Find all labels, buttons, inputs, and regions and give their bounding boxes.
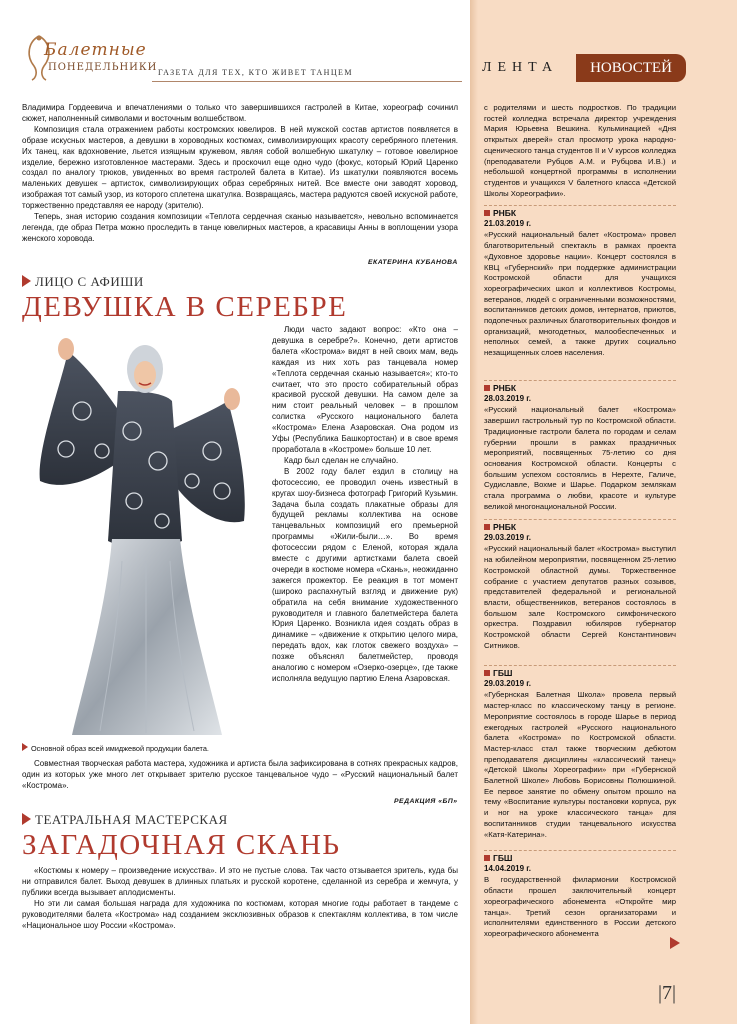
continue-arrow-icon: [670, 937, 680, 949]
headline-mysterious-filigree: ЗАГАДОЧНАЯ СКАНЬ: [22, 829, 341, 861]
news-text: «Русский национальный балет «Кострома» провел благотворительный спектакль в рамках проекта «Духовное здоровье нации». Концерт состоялся в КВЦ «Губернский» при поддержке администрации Костромской области для учащихся хореографических школ и коллективов Костромы, ветеранов, людей с ограниченными возможностями, воспитанников детских домов, интернатов, приютов, подопечных различных благотворительных фондов и организаций, многодетных, малообеспеченных и неполных семей, а также других социально незащищенных слоев населения.: [484, 230, 676, 358]
news-date: 29.03.2019 г.: [484, 532, 532, 542]
news-item: [484, 208, 676, 359]
news-header-novostey: НОВОСТЕЙ: [576, 54, 686, 82]
rubric-theatre-workshop-label: ТЕАТРАЛЬНАЯ МАСТЕРСКАЯ: [35, 812, 228, 827]
photo-caption-text: Основной образ всей имиджевой продукции балета.: [31, 744, 209, 753]
square-marker-icon: [484, 210, 490, 216]
news-separator: [484, 665, 676, 666]
headline-girl-in-silver: ДЕВУШКА В СЕРЕБРЕ: [22, 291, 348, 323]
news-header-lenta: ЛЕНТА: [482, 60, 559, 75]
article2-paragraph-1: «Костюмы к номеру – произведение искусства». И это не пустые слова. Так часто отзывается зритель, куда бы ни отправился балет. Выход девушек в длинных платьях и русской коротене, сделанной из серебра и жемчуга, у публики всегда вызывает аплодисменты.: [22, 866, 458, 897]
rubric-face-label: ЛИЦО С АФИШИ: [35, 274, 144, 289]
news-item: [484, 522, 676, 651]
intro-paragraph-3: Теперь, зная историю создания композиции «Теплота сердечная сканью называется», невольно вспоминается легенда, где образ Петра можно проследить в танце ювелирных мастеров, а красавицы Анны в воплощении узора женского хоровода.: [22, 212, 458, 243]
news-column-shadow: [470, 0, 478, 1024]
photo-caption: [22, 743, 209, 753]
square-marker-icon: [484, 385, 490, 391]
article1-paragraph-1: Люди часто задают вопрос: «Кто она – девушка в серебре?». Конечно, дети артистов балета «Кострома» видят в ней своих мам, ведь каждая из них хоть раз танцевала номер «Теплота сердечная сканью называется»; кто-то считает, что это просто собирательный образ красивой русской девушки. На самом деле за ним стоит реальный человек – в прошлом солистка «Русского национального балета «Кострома» Елена Азаровская. Она родом из Уфы (Республика Башкортостан) и в свое время проработала в «Костроме» больше 10 лет.: [272, 325, 458, 454]
triangle-marker-icon: [22, 813, 31, 825]
triangle-marker-icon: [22, 275, 31, 287]
news-intro: [484, 103, 676, 199]
square-marker-icon: [484, 670, 490, 676]
news-source: РНБК: [484, 208, 676, 219]
article2-paragraph-2: Но эти ли самая большая награда для художника по костюмам, которая многие годы работает в тандеме с руководителями балета «Кострома» над созданием эксклюзивных образов к спектаклям коллектива, в том числе «Национальное шоу России «Кострома».: [22, 898, 458, 930]
news-source: ГБШ: [484, 853, 676, 864]
signature-kubanova: ЕКАТЕРИНА КУБАНОВА: [368, 259, 458, 266]
caption-marker-icon: [22, 743, 28, 751]
news-text: «Русский национальный балет «Кострома» выступил на юбилейном мероприятии, посвященном 25-летию Костромской областной думы. Торжественное собрание с участием депутатов разных созывов, представителей федеральной и региональной власти, общественников, ветеранов состоялось в большом зале Костромского симфонического оркестра. Поздравил юбиляров губернатор Костромской области Сергей Константинович Ситников.: [484, 544, 676, 650]
news-source: РНБК: [484, 522, 676, 533]
news-separator: [484, 519, 676, 520]
rubric-face: [22, 274, 144, 290]
news-item: [484, 668, 676, 840]
dancer-photo: [22, 331, 270, 739]
article1-closing: [22, 759, 458, 792]
article2-text: [22, 866, 458, 931]
tagline: ГАЗЕТА ДЛЯ ТЕХ, КТО ЖИВЕТ ТАНЦЕМ: [158, 68, 353, 77]
article1-paragraph-4: Совместная творческая работа мастера, художника и артиста была зафиксирована в сотнях прекрасных кадров, один из которых уже много лет открывает зрителю русское танцевальное чудо – «Русский национальный балет «Кострома».: [22, 759, 458, 790]
news-text: «Губернская Балетная Школа» провела первый мастер-класс по классическому танцу в регионе. Мероприятие состоялось в городе Шарье в период ежегодных гастролей «Русского национального балета «Кострома» по Костромской области. Мастер-класс стал также творческим дебютом преподавателя дисциплины «классический танец» «Детской Школы Хореографии» при «Губернской Балетной Школе» Любовь Борисовны Полюшкиной. Ее первое занятие по обмену опытом прошло на тему «Воспитание культуры постановки корпуса, рук и ног на уроке классического танца» для воспитанников студии танцевального искусства «Катя-Катерина».: [484, 690, 676, 839]
page-header: [22, 28, 462, 92]
news-separator: [484, 850, 676, 851]
article1-paragraph-3: В 2002 году балет ездил в столицу на фотосессию, ее проводил очень известный в кругах шоу-бизнеса фотограф Григорий Кузьмин. Задача была создать плакатные образы для будущей рекламы коллектива на основе танцевальных композиций его премьерной программы «Жили-были…». Во время фотосессии рядом с Еленой, которая ждала вместе с другими артистками балета своей очереди в костюме номера «Скань», неожиданно зажегся прожектор. Ее реакция в тот момент (широко распахнутый взгляд и движение рук) обратила на себя внимание художественного руководителя и главного балетмейстера балета Юрия Царенко. Возникла идея создать образ в динамике – «движение к открытию целого мира, передать вдох, как глоток свежего воздуха» – позже объяснял балетмейстер, проводя аналогию с номером «Озерко-озерце», где также исполняла ведущую партию Елена Азаровская.: [272, 466, 458, 683]
news-date: 29.03.2019 г.: [484, 678, 532, 688]
header-rule: [152, 81, 462, 82]
news-date: 21.03.2019 г.: [484, 218, 532, 228]
news-text: «Русский национальный балет «Кострома» завершил гастрольный тур по Костромской области. Традиционные гастроли балета по городам и селам губернии прошли в рамках праздничных мероприятий, посвященных 75-летию со дня основания Костромской области. Концерты с большим успехом состоялись в Нерехте, Галиче, Судиславле, Вохме и Шарье. Подарком землякам стала программа о любви, красоте и культуре великой многонациональной России.: [484, 405, 676, 511]
news-text: В государственной филармонии Костромской области прошел заключительный концерт хореографического абонемента «Откройте мир танца». Третий сезон организаторами и исполнителями единственного в России детского хореографического абонемента: [484, 875, 676, 938]
news-intro-text: с родителями и шесть подростков. По традиции гостей колледжа встречала директор учреждения Мария Юрьевна Вешкина. Кульминацией «Дня открытых дверей» стал просмотр урока народно-сценического танца студентов II и V курсов колледжа (преподаватели Рубцов А.М. и Рубцова И.В.) и небольшой концертной программы в исполнении студентов и учащихся V балетного класса «Детской Школы Хореографии».: [484, 103, 676, 198]
intro-paragraph-1: Владимира Гордеевича и впечатлениями о только что завершившихся гастролей в Китае, хореограф сочинил сюжет, наполненный символами и восточным волшебством.: [22, 103, 458, 123]
article1-paragraph-2: Кадр был сделан не случайно.: [284, 455, 399, 465]
intro-paragraph-2: Композиция стала отражением работы костромских ювелиров. В ней мужской состав артистов появляется в образе искусных мастеров, а девушки в хороводных костюмах, символизирующих красоту серебряного плетения. Их танец, как вдохновение, льется изящным кружевом, являя собой волшебную шкатулку – готовое ювелирное изделие, бережно изготовленное мастерами. Здесь и проскочил еще одно чудо (фокус, который Юрий Царенко создал по аналогу трюков, увиденных во время гастролей балета в Китае). Из шкатулки появляются восемь маленьких девушек – артисток, символизирующих образ серебряных нитей. Все вместе они заводят хоровод, изображая тот самый узор, из которого сплетена шкатулка. Возвращаясь, мастера радуются своей искусной работе, торжественно представляя ее народу (зрителю).: [22, 124, 458, 211]
news-separator: [484, 205, 676, 206]
article1-column: [272, 325, 458, 685]
intro-text: [22, 103, 458, 245]
logo-line2: ПОНЕДЕЛЬНИКИ: [48, 62, 158, 73]
news-source: РНБК: [484, 383, 676, 394]
square-marker-icon: [484, 524, 490, 530]
news-date: 14.04.2019 г.: [484, 863, 532, 873]
logo: [22, 32, 158, 92]
logo-line1: Балетные: [44, 40, 147, 60]
signature-editorial: РЕДАКЦИЯ «БП»: [394, 798, 458, 805]
news-source: ГБШ: [484, 668, 676, 679]
square-marker-icon: [484, 855, 490, 861]
news-item: [484, 383, 676, 512]
news-item: [484, 853, 676, 940]
news-separator: [484, 380, 676, 381]
page-number: |7|: [658, 982, 677, 1004]
rubric-theatre-workshop: [22, 812, 228, 828]
news-header: [476, 54, 688, 82]
news-date: 28.03.2019 г.: [484, 393, 532, 403]
